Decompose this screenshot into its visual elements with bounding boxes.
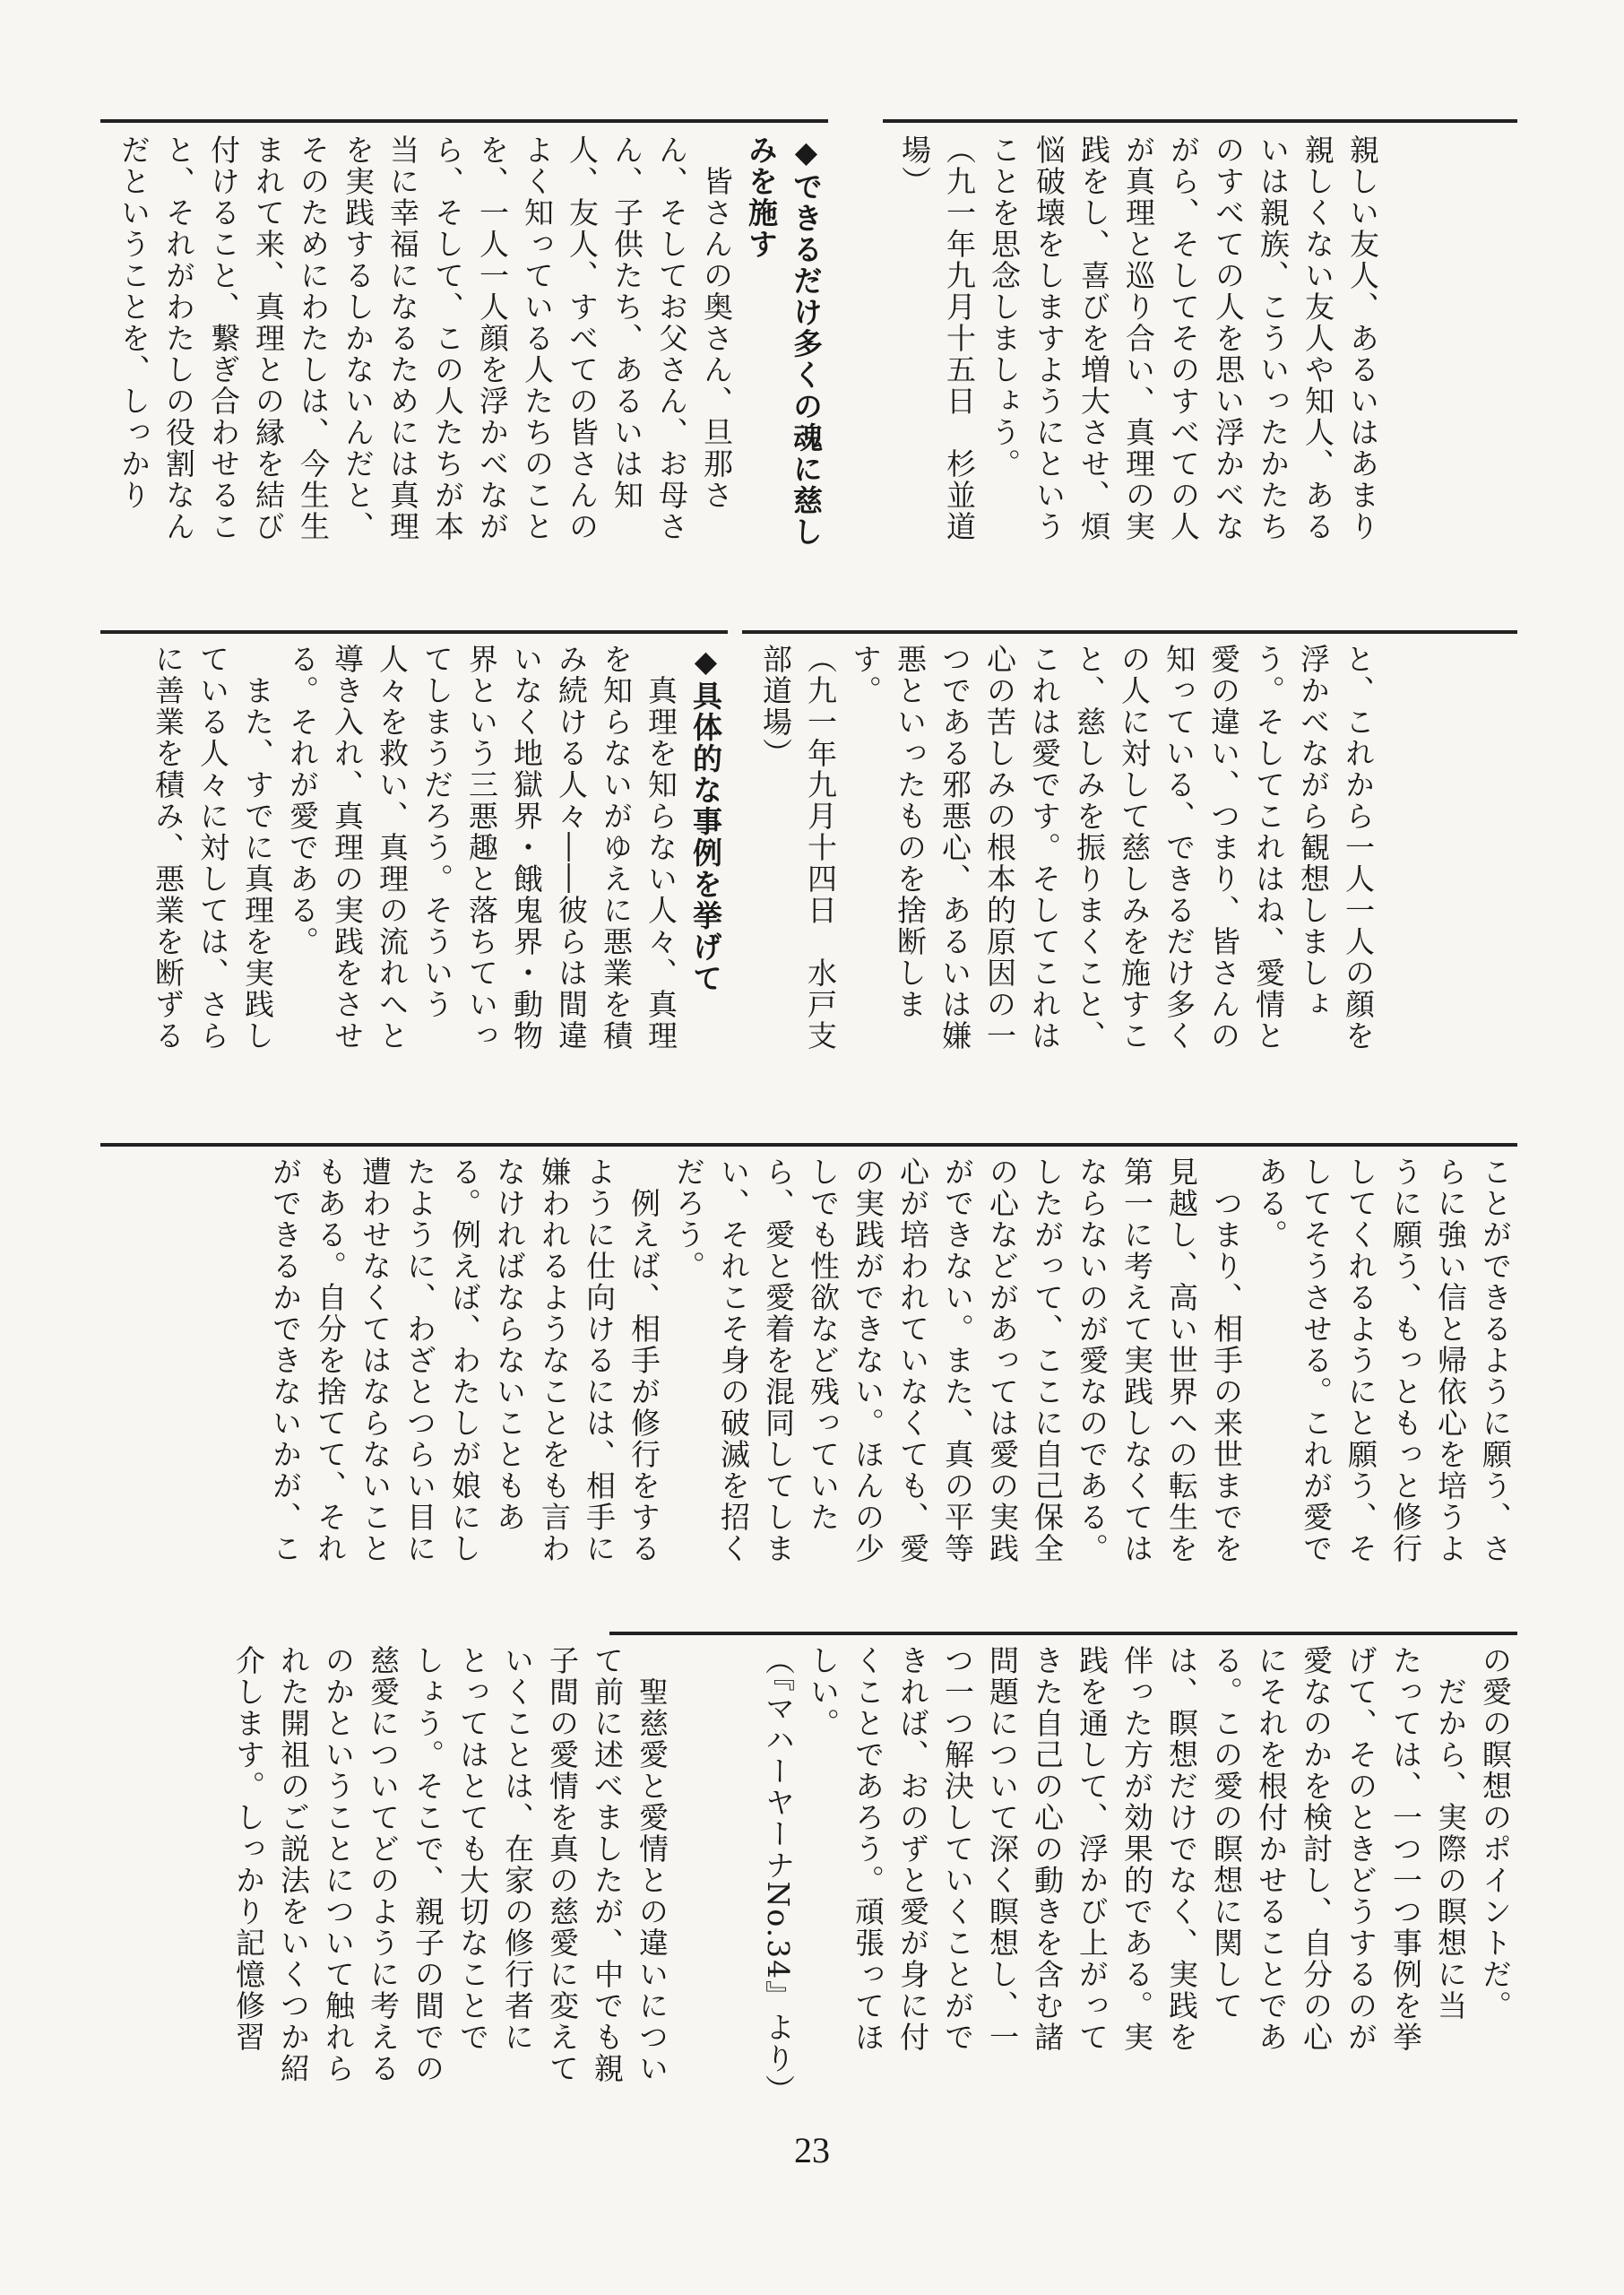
rule-top-left [100, 119, 828, 123]
section-heading-compassion: ◆できるだけ多くの魂に慈し [789, 134, 824, 548]
section-heading-compassion-cont: みを施す [744, 134, 779, 260]
source-citation: （『マハーヤーナNo.34』より） [761, 1645, 796, 2107]
rule-lower [100, 1143, 1517, 1147]
rule-middle-right [742, 630, 1517, 634]
rule-middle-left [100, 630, 728, 634]
page-number: 23 [794, 2130, 830, 2170]
rule-top-right [883, 119, 1517, 123]
text-block-bottom-right: の愛の瞑想のポイントだ。 だから、実際の瞑想に当 たっては、一つ一つ事例を挙 げて、そのときどうするのが 愛なのかを検討し、自分の心 にそれを根付かせることであ る。この愛の瞑想に関して は、瞑想だけでなく、実践を 伴った方が効果的である。実 践を通して、浮かび上がって きた自己の心の動きを含む諸 問題について深く瞑想し、一 つ一つ解決していくことがで きれば、おのずと愛が身に付 くことであろう。頑張ってほ しい。 （『マハーヤーナNo.34』より） [753, 1645, 1517, 2111]
rule-bottom-right [609, 1632, 1517, 1635]
text-block-top-left: ◆できるだけ多くの魂に慈し みを施す 皆さんの奥さん、旦那さ ん、そしてお父さん、お母さ ん、子供たち、あるいは知 人、友人、すべての皆さんの よく知っている人たちのこと を、一人一人顔を浮かべなが ら、そして、この人たちが本 当に幸福になるためには真理 を実践するしかないんだと、 そのためにわたしは、今生生 まれて来、真理との縁を結び 付けること、繋ぎ合わせるこ と、それがわたしの役割なん だということを、しっかり [100, 134, 828, 619]
text-block-top-right: 親しい友人、あるいはあまり 親しくない友人や知人、ある いは親族、こういったかたち のすべての人を思い浮かべな がら、そしてそのすべての人 が真理と巡り合い、真理の実 践をし、喜びを増大させ、煩 悩破壊をしますようにという ことを思念しましょう。 （九一年九月十五日 杉並道 場） [897, 134, 1380, 542]
section-heading-examples: ◆具体的な事例を挙げて [688, 644, 723, 994]
text-block-lower: ことができるように願う、さ らに強い信と帰依心を培うよ うに願う、もっともっと修行 してくれるようにと願う、そ してそうさせる。これが愛で ある。 つまり、相手の来世までを 見越し、高い世界への転生を 第一に考えて実践しなくては ならないのが愛なのである。 したがって、ここに自己保全 の心などがあっては愛の実践 ができない。また、真の平等 心が培われていなくても、愛 の実践ができない。ほんの少 しでも性欲など残っていた ら、愛と愛着を混同してしま い、それこそ身の破滅を招く だろう。 例えば、相手が修行をする ように仕向けるには、相手に 嫌われるようなことをも言わ なければならないこともあ る。例えば、わたしが娘にし たように、わざとつらい目に 遭わせなくてはならないこと もある。自分を捨てて、それ ができるかできないかが、こ [268, 1156, 1513, 1564]
text-block-middle-right: と、これから一人一人の顔を 浮かべながら観想しましょ う。そしてこれはね、愛情と 愛の違い、つまり、皆さんの 知っている、できるだけ多く の人に対して慈しみを施すこ と、慈しみを振りまくこと、 これは愛です。そしてこれは 心の苦しみの根本的原因の一 つである邪悪心、あるいは嫌 悪といったものを捨断しま す。 （九一年九月十四日 水戸支 部道場） [758, 644, 1376, 1052]
text-block-bottom-left: 聖慈愛と愛情との違いについ て前に述べましたが、中でも親 子間の愛情を真の慈愛に変えて いくことは、在家の修行者に とってはとても大切なことで しょう。そこで、親子の間での 慈愛についてどのように考える のかということについて触れら れた開祖のご説法をいくつか紹 介します。しっかり記憶修習 [231, 1645, 669, 2084]
text-block-middle-left: ◆具体的な事例を挙げて 真理を知らない人々、真理 を知らないがゆえに悪業を積 み続ける人々――彼らは間違 いなく地獄界・餓鬼界・動物 界という三悪趣と落ちていっ てしまうだろう。そういう 人々を救い、真理の流れへと 導き入れ、真理の実践をさせ る。それが愛である。 また、すでに真理を実践し ている人々に対しては、さら に善業を積み、悪業を断ずる [100, 644, 728, 1128]
